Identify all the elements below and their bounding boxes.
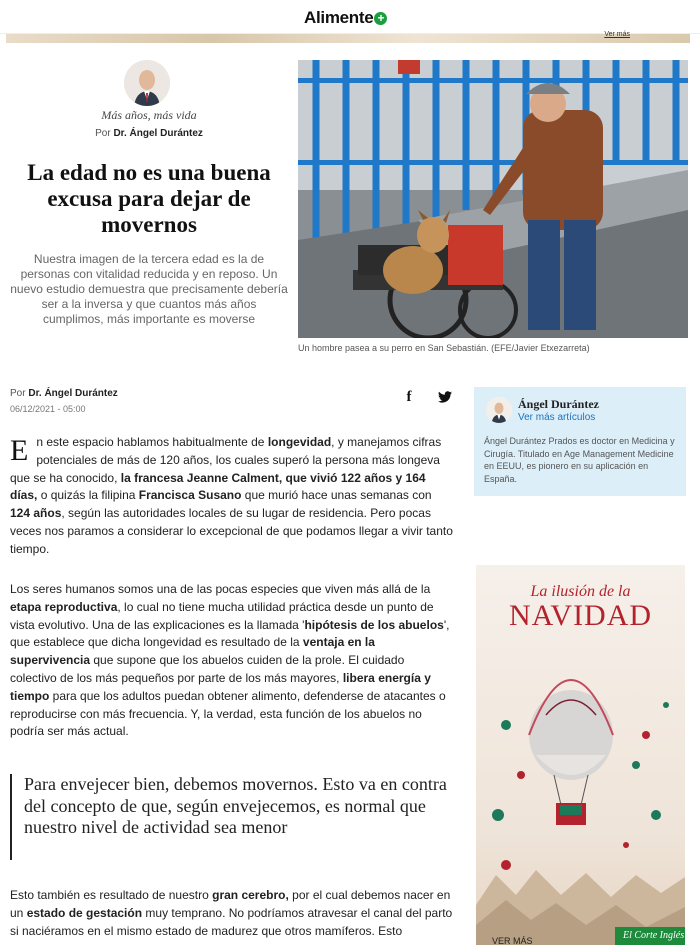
ad-tagline: La ilusión de la [530,583,631,600]
paragraph-bold: gran cerebro, [212,888,289,902]
byline-top [20,128,278,139]
article-kicker[interactable]: Más años, más vida [101,108,197,122]
paragraph-bold: estado de gestación [26,905,143,920]
facebook-icon: f [406,388,412,405]
ad-title: NAVIDAD [508,599,653,632]
paragraph-bold: ventaja en la supervivencia [10,635,375,668]
article-paragraph [10,581,454,741]
site-logo[interactable] [304,8,387,28]
ad-cta-link[interactable]: VER MÁS [492,936,533,945]
article-paragraph [10,434,454,559]
hot-air-balloon-illustration [476,645,685,945]
top-ad-banner[interactable] [6,31,690,43]
twitter-icon [438,391,452,403]
paragraph-text: muy temprano. No podríamos atravesar el canal del parto si naciéramos en el mismo estado de madurez que otros mamíferos. Esto [10,905,453,938]
article-dek: Nuestra imagen de la tercera edad es la de personas con vitalidad reducida y en reposo. Un nuevo estudio demuestra que precisamente debería ser a la inversa y que cuantos más años cumplimos, más importante es moverse [10,252,288,326]
paragraph-bold: etapa reproductiva [10,599,118,614]
byline-author-link[interactable]: Dr. Ángel Durántez [28,388,118,399]
paragraph-text: Esto también es resultado de nuestro [10,888,213,902]
author-link[interactable]: Dr. Ángel Durántez [113,128,203,139]
paragraph-bold: Francisca Susano [138,488,242,503]
paragraph-text: ', que establece que dicha longevidad es resultado de la [10,617,450,650]
logo-plus-icon: + [374,12,387,25]
author-card-more-link[interactable]: Ver más artículos [518,412,596,423]
share-twitter-button[interactable] [434,386,456,408]
drop-cap: E [10,434,29,467]
paragraph-bold: longevidad [267,435,332,449]
paragraph-text: n este espacio hablamos habitualmente de [36,435,268,449]
author-card-name[interactable]: Ángel Durántez [518,397,599,411]
pull-quote: Para envejecer bien, debemos movernos. Esto va en contra del concepto de que, según envejecemos, es normal que nuestro nivel de actividad sea menor [10,774,454,860]
paragraph-text: , lo cual no tiene mucha utilidad práctica desde un punto de vista evolutivo. Una de las explicaciones es la llamada ' [10,599,434,632]
top-ad-link[interactable]: Ver más [604,31,630,38]
paragraph-text: , según las autoridades locales de su lugar de residencia. Pero pocas veces nos paramos a considerar lo excepcional de que podamos llegar a vivir tanto tiempo. [10,506,453,556]
author-card-bio: Ángel Durántez Prados es doctor en Medicina y Cirugía. Titulado en Age Management Medicine en EEUU, es pionero en su aplicación en España. [484,436,675,484]
paragraph-bold: 124 años [10,506,62,521]
photo-caption: Un hombre pasea a su perro en San Sebastián. (EFE/Javier Etxezarreta) [298,343,590,353]
paragraph-text: , y manejamos cifras potenciales de más de 120 años, los cuales superó la persona más longeva que se ha conocido, [10,435,442,485]
byline [10,388,118,399]
paragraph-text: Los seres humanos somos una de las pocas especies que viven más allá de la [10,582,431,596]
sidebar-advertisement[interactable] [476,565,685,945]
site-logo-text: Alimente [304,8,374,27]
article-headline: La edad no es una buena excusa para dejar de movernos [27,160,271,237]
author-card [474,387,686,496]
paragraph-bold: la francesa Jeanne Calment, que vivió 122 años y 164 días, [10,470,426,503]
author-portrait-icon [486,397,512,423]
paragraph-text: que supone que los abuelos cuiden de la prole. El cuidado colectivo de los más pequeños por parte de los más mayores, [10,653,405,685]
share-facebook-button[interactable] [398,386,420,408]
paragraph-bold: hipótesis de los abuelos [304,617,444,632]
article-date: 06/12/2021 - 05:00 [10,404,86,414]
byline-prefix: Por [95,128,111,139]
paragraph-text: por el cual debemos nacer en un [10,888,451,920]
author-avatar[interactable] [124,60,170,106]
site-header [0,0,700,34]
author-card-avatar[interactable] [486,397,512,423]
paragraph-text: que murió hace unas semanas con [241,488,432,503]
paragraph-text: o quizás la filipina [37,488,139,503]
ad-brand-logo: El Corte Inglés [615,927,685,945]
photo-illustration [298,60,688,338]
byline-prefix: Por [10,388,26,399]
article-photo [298,60,688,338]
paragraph-text: para que los adultos puedan obtener alimento, defenderse de atacantes o reproducirse con más frecuencia. Y, la verdad, esta función de los abuelos no podría ser más actual. [10,688,446,739]
article-paragraph [10,887,454,940]
paragraph-bold: libera energía y tiempo [10,670,431,703]
author-portrait-icon [124,60,170,106]
